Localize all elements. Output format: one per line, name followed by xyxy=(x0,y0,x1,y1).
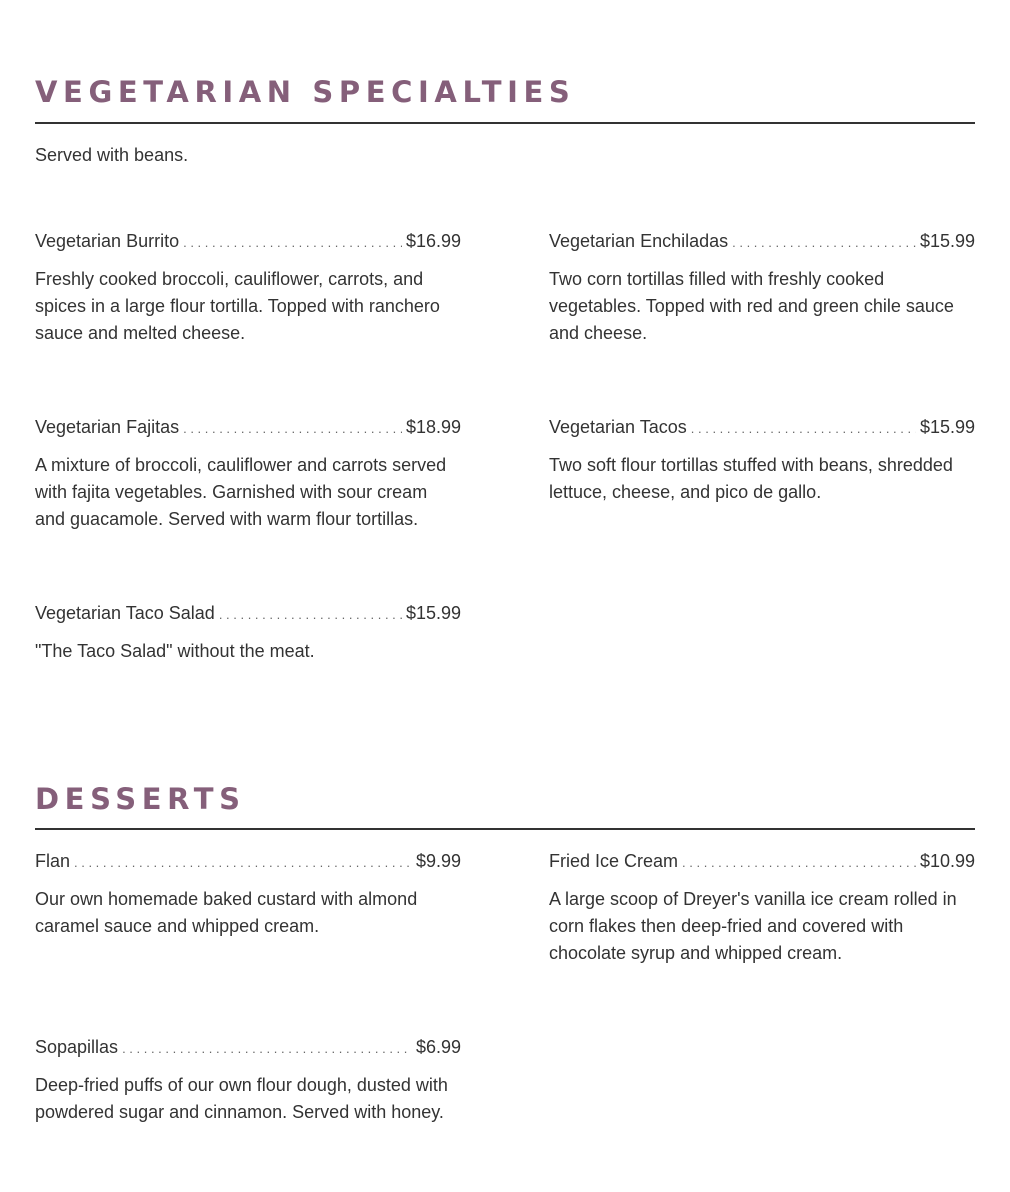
menu-item-flan xyxy=(35,848,461,940)
section-title-vegetarian: VEGETARIAN SPECIALTIES xyxy=(35,75,576,109)
item-name: Sopapillas xyxy=(35,1037,119,1057)
item-description: A mixture of broccoli, cauliflower and carrots served with fajita vegetables. Garnished with sour cream and guacamole. Served with warm flour tortillas. xyxy=(35,455,447,529)
item-description: Our own homemade baked custard with almond caramel sauce and whipped cream. xyxy=(35,889,418,936)
item-price: $9.99 xyxy=(415,851,461,871)
item-name: Flan xyxy=(35,851,71,871)
section-divider xyxy=(35,828,975,830)
section-note: Served with beans. xyxy=(35,145,189,165)
item-name: Vegetarian Fajitas xyxy=(35,417,180,437)
item-description: "The Taco Salad" without the meat. xyxy=(35,641,315,661)
item-price: $18.99 xyxy=(405,417,461,437)
item-name: Vegetarian Tacos xyxy=(549,417,687,437)
item-description: A large scoop of Dreyer's vanilla ice cream rolled in corn flakes then deep-fried and covered with chocolate syrup and whipped cream. xyxy=(549,889,957,963)
item-name: Vegetarian Taco Salad xyxy=(35,603,215,623)
item-description: Two corn tortillas filled with freshly cooked vegetables. Topped with red and green chile sauce and cheese. xyxy=(549,269,954,343)
item-price: $15.99 xyxy=(919,417,975,437)
item-price: $6.99 xyxy=(415,1037,461,1057)
item-name: Vegetarian Burrito xyxy=(35,231,180,251)
item-description: Two soft flour tortillas stuffed with beans, shredded lettuce, cheese, and pico de gallo. xyxy=(549,455,953,502)
dot-leader xyxy=(122,1035,412,1062)
dot-leader xyxy=(74,849,412,876)
item-description: Deep-fried puffs of our own flour dough, dusted with powdered sugar and cinnamon. Served with honey. xyxy=(35,1075,448,1122)
item-name: Fried Ice Cream xyxy=(549,851,679,871)
menu-item-sopapillas xyxy=(35,1034,461,1126)
item-description: Freshly cooked broccoli, cauliflower, carrots, and spices in a large flour tortilla. Topped with ranchero sauce and melted cheese. xyxy=(35,269,440,343)
item-name: Vegetarian Enchiladas xyxy=(549,231,729,251)
desserts-section xyxy=(35,0,975,1192)
dot-leader xyxy=(682,849,916,876)
section-title-desserts: DESSERTS xyxy=(35,782,246,816)
item-price: $16.99 xyxy=(405,231,461,251)
menu-item-fried-ice-cream xyxy=(549,848,975,967)
item-price: $15.99 xyxy=(405,603,461,623)
item-price: $15.99 xyxy=(919,231,975,251)
item-price: $10.99 xyxy=(919,851,975,871)
